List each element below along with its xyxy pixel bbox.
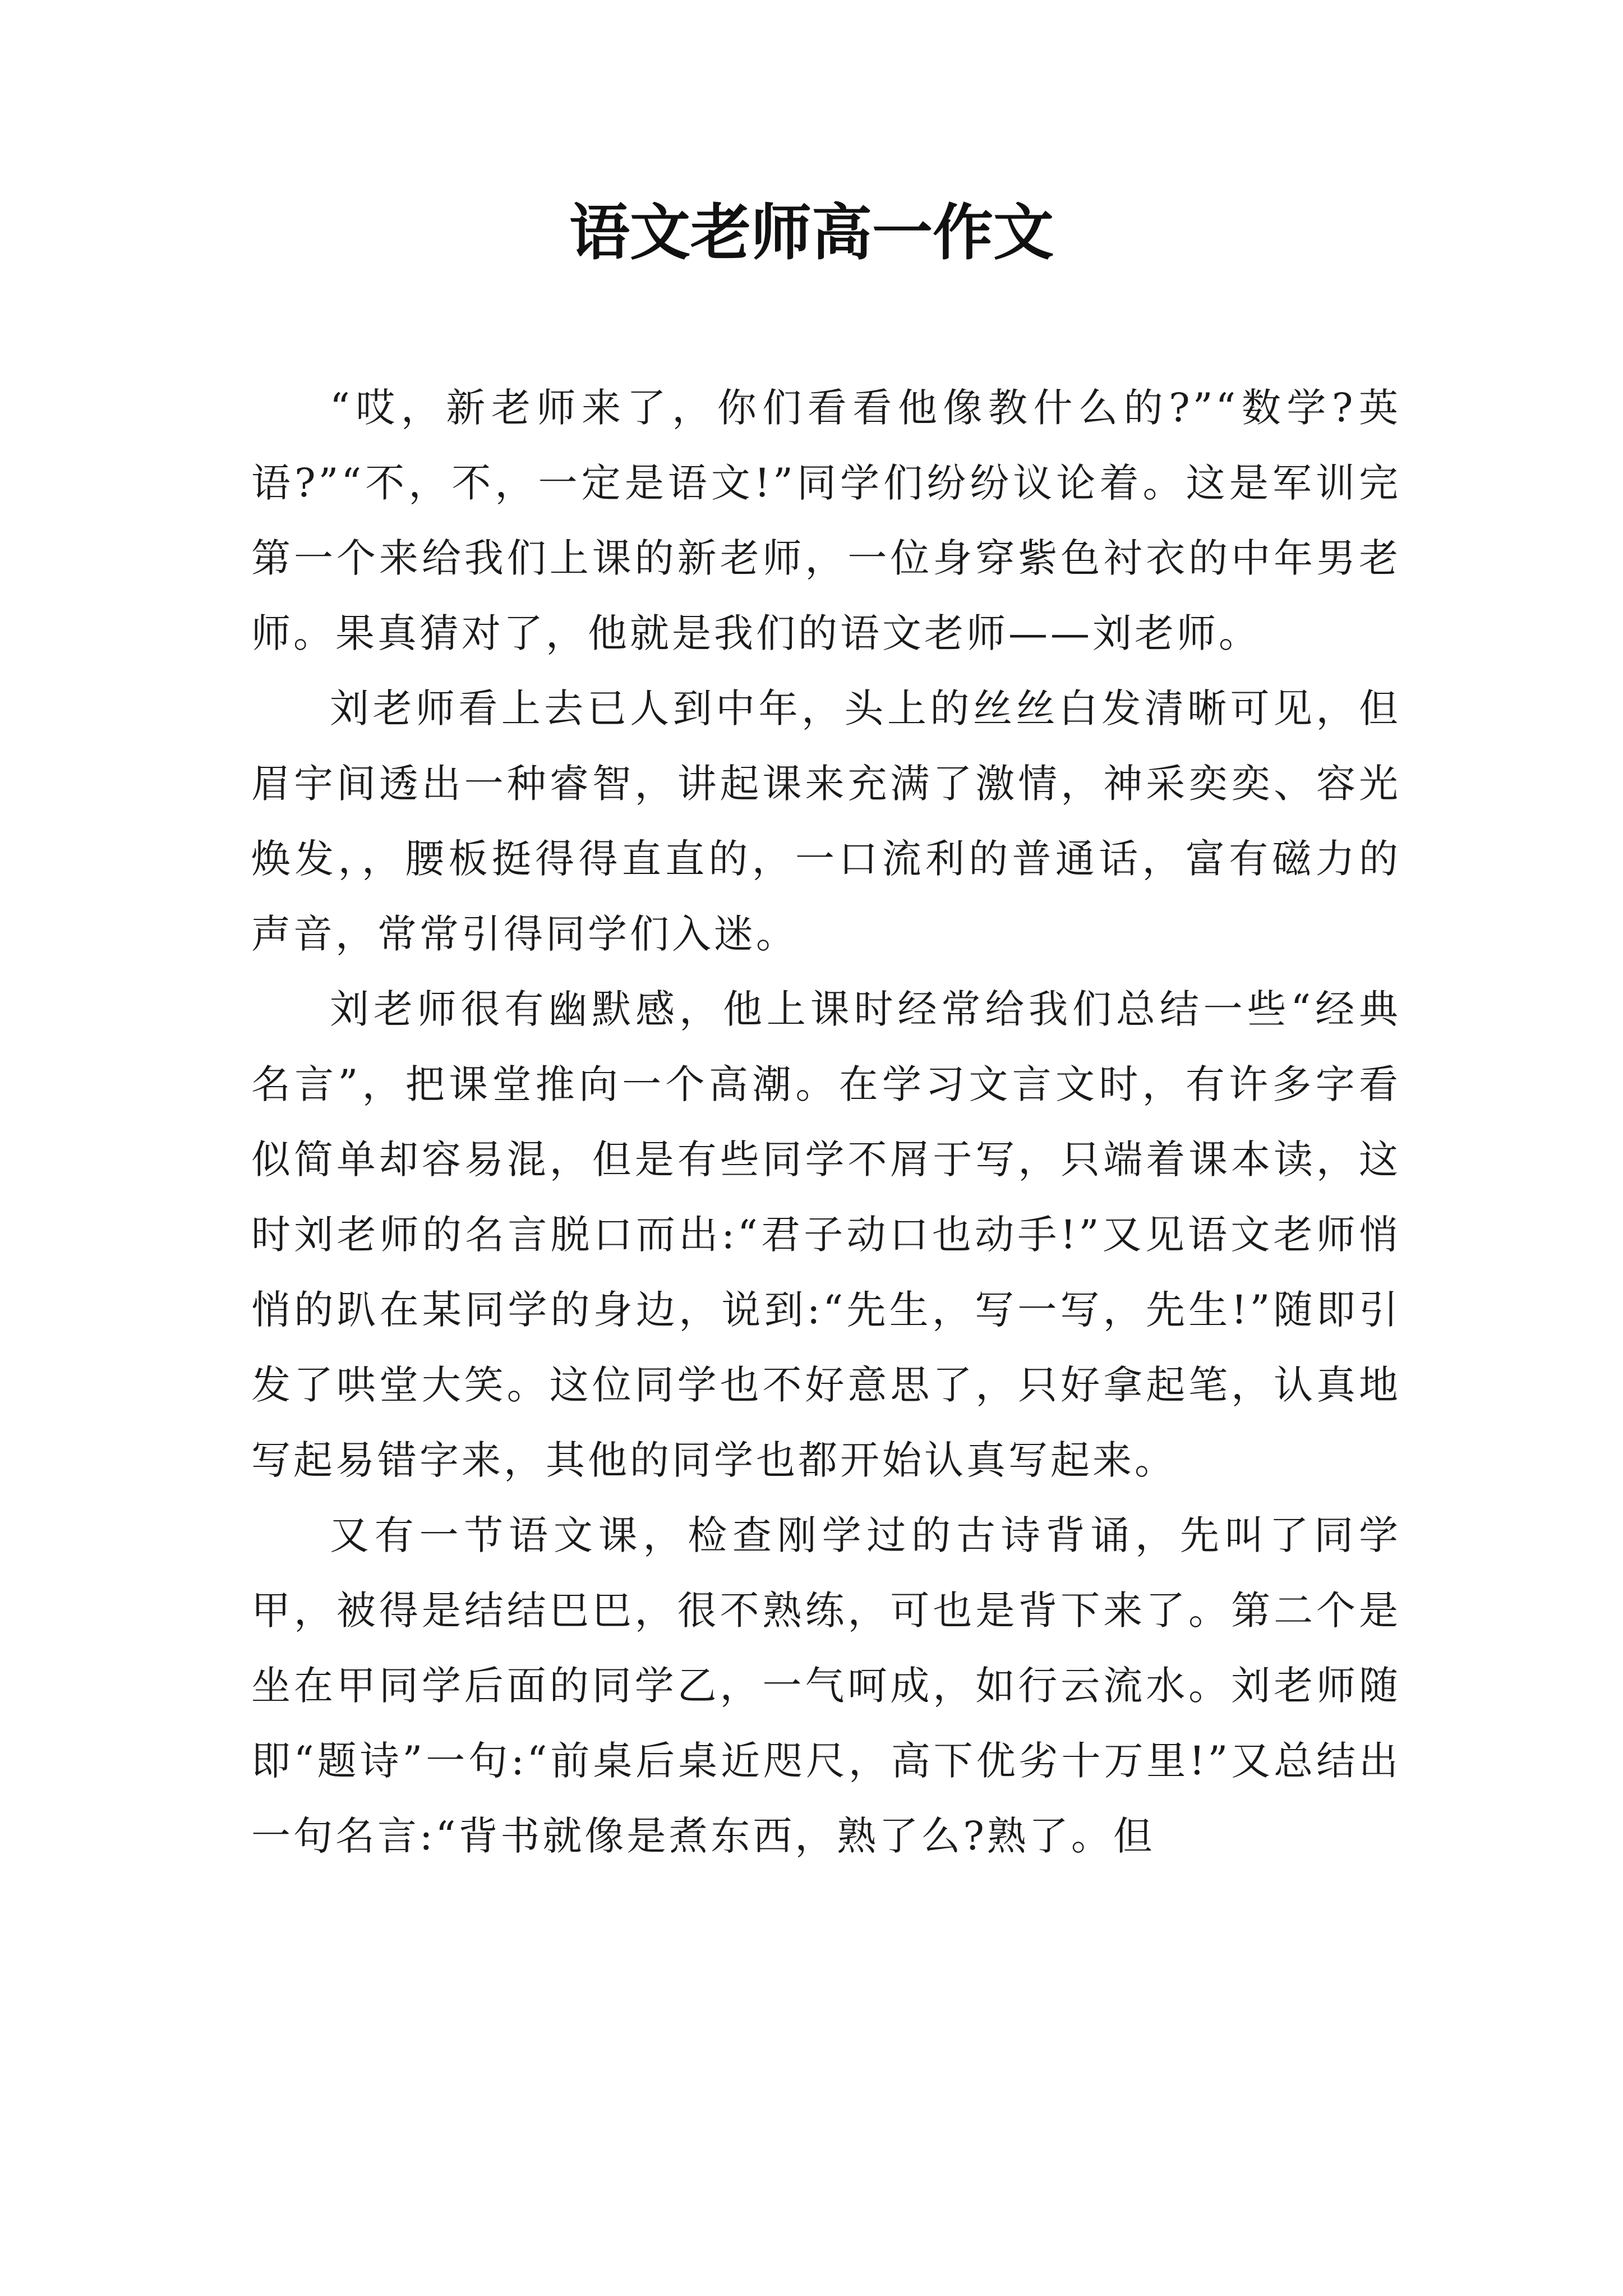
paragraph-1: “哎，新老师来了，你们看看他像教什么的?”“数学?英语?”“不，不，一定是语文!”同学们纷纷议论着。这是军训完第一个来给我们上课的新老师，一位身穿紫色衬衣的中年男老师。果真猜对了，他就是我们的语文老师——刘老师。 <box>251 385 1401 656</box>
paragraph-4: 又有一节语文课，检查刚学过的古诗背诵，先叫了同学甲，被得是结结巴巴，很不熟练，可也是背下来了。第二个是坐在甲同学后面的同学乙，一气呵成，如行云流水。刘老师随即“题诗”一句:“前桌后桌近咫尺，高下优劣十万里!”又总结出一句名言:“背书就像是煮东西，熟了么?熟了。但 <box>251 1512 1401 1859</box>
paragraph-3: 刘老师很有幽默感，他上课时经常给我们总结一些“经典名言”，把课堂推向一个高潮。在学习文言文时，有许多字看似简单却容易混，但是有些同学不屑于写，只端着课本读，这时刘老师的名言脱口而出:“君子动口也动手!”又见语文老师悄悄的趴在某同学的身边，说到:“先生，写一写，先生!”随即引发了哄堂大笑。这位同学也不好意思了，只好拿起笔，认真地写起易错字来，其他的同学也都开始认真写起来。 <box>251 986 1401 1483</box>
document-title: 语文老师高一作文 <box>569 197 1054 268</box>
paragraph-2: 刘老师看上去已人到中年，头上的丝丝白发清晰可见，但眉宇间透出一种睿智，讲起课来充满了激情，神采奕奕、容光焕发，，腰板挺得得直直的，一口流利的普通话，富有磁力的声音，常常引得同学们入迷。 <box>251 685 1401 957</box>
document-body <box>251 370 1401 1874</box>
